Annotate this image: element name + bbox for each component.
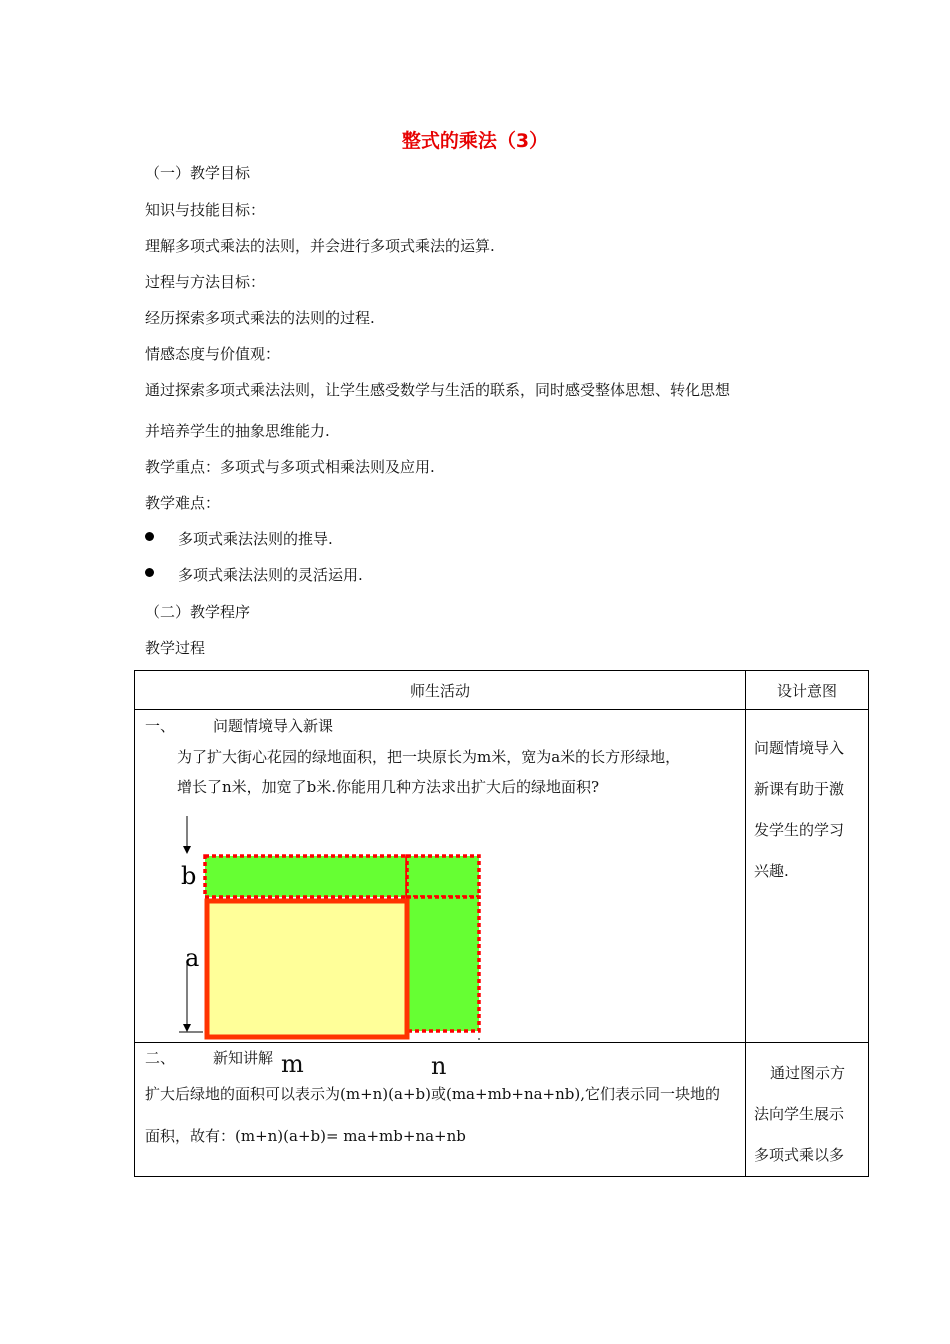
attitude-goal-text-2: 并培养学生的抽象思维能力. <box>145 422 330 440</box>
header-activities <box>135 671 746 710</box>
knowledge-goal-text: 理解多项式乘法的法则，并会进行多项式乘法的运算. <box>145 237 495 255</box>
header-intent-label: 设计意图 <box>776 681 837 700</box>
process-goal-heading: 过程与方法目标： <box>145 273 266 291</box>
row1-intent-line-4: 兴趣. <box>754 862 789 880</box>
row2-number: 二、 <box>145 1049 176 1067</box>
row2-intent-line-2: 法向学生展示 <box>754 1105 845 1123</box>
row1-number: 一、 <box>145 717 176 735</box>
row1-intent <box>746 710 869 1043</box>
row2-intent <box>746 1043 869 1177</box>
header-intent <box>746 671 869 710</box>
key-points: 教学重点：多项式与多项式相乘法则及应用. <box>145 458 435 476</box>
label-n: n <box>431 1052 447 1080</box>
header-activities-label: 师生活动 <box>409 681 470 700</box>
label-m: m <box>281 1050 304 1078</box>
original-garden-rect <box>207 901 407 1037</box>
section-objectives: （一）教学目标 <box>145 164 251 182</box>
row1-intent-line-3: 发学生的学习 <box>754 821 845 839</box>
attitude-goal-heading: 情感态度与价值观： <box>145 345 281 363</box>
process-goal-text: 经历探索多项式乘法的法则的过程. <box>145 309 375 327</box>
green-right-strip <box>407 897 479 1031</box>
difficult-points-heading: 教学难点： <box>145 494 221 512</box>
teaching-process-table <box>134 670 869 1177</box>
difficult-point-1: 多项式乘法法则的推导. <box>178 530 333 548</box>
row1-text-1: 为了扩大街心花园的绿地面积，把一块原长为m米，宽为a米的长方形绿地， <box>177 748 681 766</box>
arrow-down-icon <box>183 846 191 854</box>
row2-intent-line-3: 多项式乘以多 <box>754 1146 845 1164</box>
row2-intent-line-1: 通过图示方 <box>770 1064 846 1082</box>
attitude-goal-text-1: 通过探索多项式乘法法则，让学生感受数学与生活的联系，同时感受整体思想、转化思想 <box>145 381 731 399</box>
garden-area-figure <box>173 804 513 1040</box>
row2-activities <box>135 1043 746 1177</box>
difficult-point-2: 多项式乘法法则的灵活运用. <box>178 566 363 584</box>
row1-intent-line-2: 新课有助于激 <box>754 780 845 798</box>
label-b: b <box>181 862 197 890</box>
row2-text-2: 面积，故有：(m+n)(a+b)= ma+mb+na+nb <box>145 1127 466 1145</box>
row1-intent-line-1: 问题情境导入 <box>754 739 845 757</box>
row2-text-1: 扩大后绿地的面积可以表示为(m+n)(a+b)或(ma+mb+na+nb),它们表示同一块地的 <box>145 1085 721 1103</box>
arrow-down-icon <box>183 1024 191 1032</box>
row1-heading: 问题情境导入新课 <box>213 717 334 735</box>
knowledge-goal-heading: 知识与技能目标： <box>145 201 266 219</box>
bullet-icon <box>145 568 154 577</box>
green-top-strip <box>205 856 407 897</box>
section-procedure: （二）教学程序 <box>145 603 251 621</box>
green-corner <box>407 856 479 897</box>
document-title: 整式的乘法（3） <box>401 130 549 152</box>
bullet-icon <box>145 532 154 541</box>
row1-text-2: 增长了n米，加宽了b米.你能用几种方法求出扩大后的绿地面积? <box>177 778 600 796</box>
label-a: a <box>185 944 200 972</box>
teaching-process-heading: 教学过程 <box>145 639 206 657</box>
row2-heading: 新知讲解 <box>213 1049 274 1067</box>
